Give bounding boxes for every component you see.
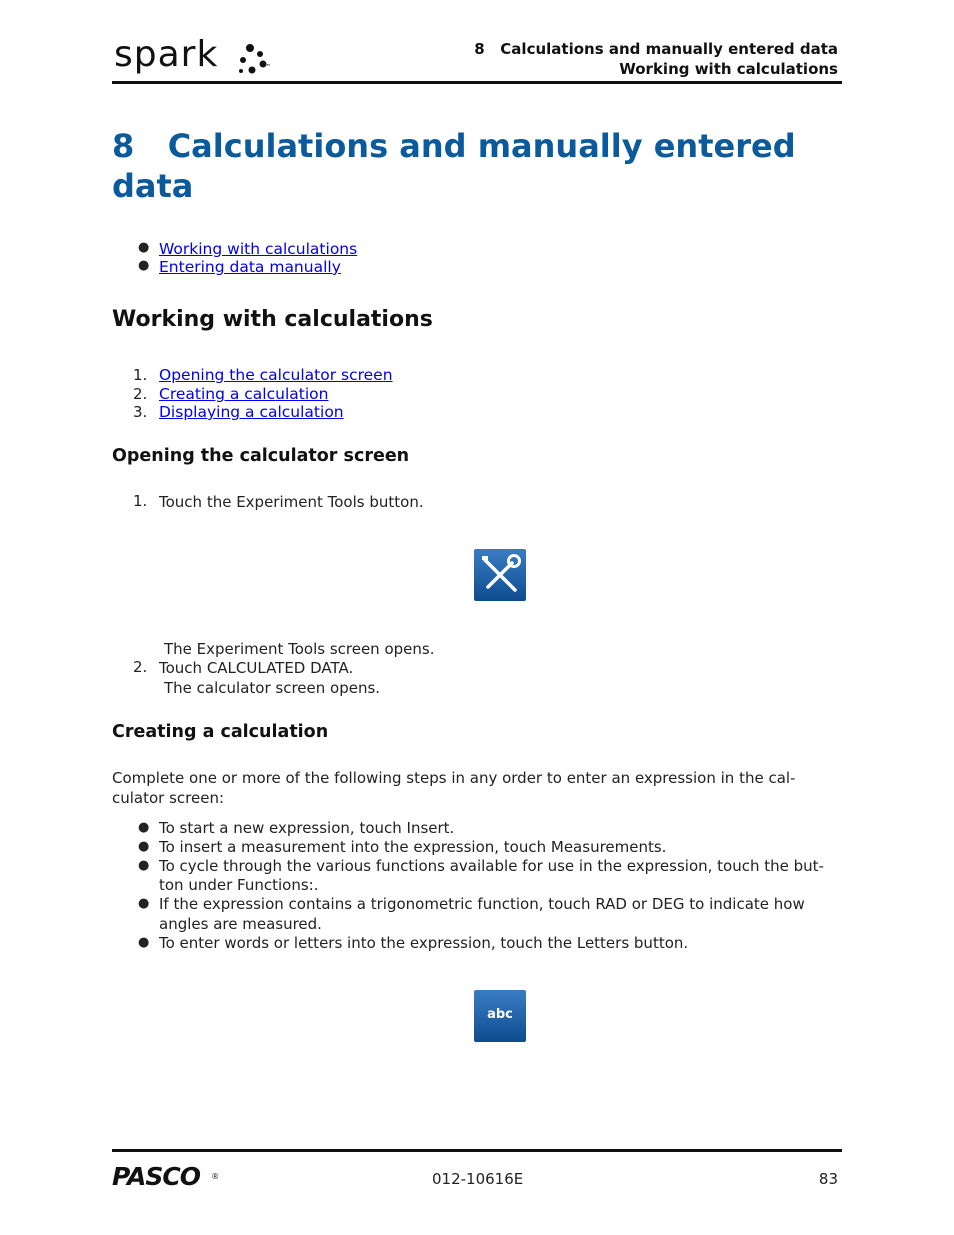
- list-number: 1.: [133, 366, 148, 384]
- list-number: 3.: [133, 403, 148, 421]
- bullet-trig-line-1: If the expression contains a trigonometric function, touch RAD or DEG to indicate how: [159, 895, 805, 913]
- pasco-logo: [112, 1162, 219, 1190]
- bullet-dot: ●: [138, 820, 150, 835]
- logo-dots-icon: [238, 42, 278, 76]
- letters-button-label: abc: [487, 1007, 513, 1022]
- logo-tm: ™: [264, 63, 271, 71]
- bullet-dot: ●: [138, 935, 150, 950]
- experiment-tools-button[interactable]: [474, 549, 526, 601]
- step-2-text: Touch CALCULATED DATA.: [159, 659, 354, 677]
- toc-link-working-with-calculations[interactable]: Working with calculations: [159, 240, 358, 258]
- logo-text: spark: [114, 34, 219, 75]
- header-rule: [112, 81, 842, 84]
- link-creating-calculation[interactable]: Creating a calculation: [159, 385, 329, 403]
- bullet-letters: To enter words or letters into the expression, touch the Letters button.: [159, 934, 689, 952]
- bullet-dot: ●: [138, 858, 150, 873]
- list-number: 2.: [133, 385, 148, 403]
- step-1-result: The Experiment Tools screen opens.: [164, 640, 435, 658]
- footer-doc-number: 012-10616E: [432, 1170, 524, 1188]
- pasco-logo-text: PASCO: [112, 1162, 200, 1191]
- step-2-result: The calculator screen opens.: [164, 679, 381, 697]
- bullet-dot: ●: [138, 896, 150, 911]
- header-section: Working with calculations: [619, 60, 838, 78]
- step-number: 1.: [133, 492, 148, 510]
- spark-logo: [112, 34, 282, 78]
- page-title: 8 Calculations and manually entered data: [112, 127, 807, 205]
- bullet-functions-line-2: ton under Functions:.: [159, 876, 319, 894]
- footer-rule: [112, 1149, 842, 1152]
- section-heading-working-with-calculations: Working with calculations: [112, 307, 433, 332]
- bullet-dot: ●: [138, 258, 150, 273]
- link-displaying-calculation[interactable]: Displaying a calculation: [159, 403, 344, 421]
- creating-intro-line-2: culator screen:: [112, 789, 225, 807]
- creating-intro-line-1: Complete one or more of the following steps in any order to enter an expression in the cal-: [112, 769, 796, 787]
- bullet-trig-line-2: angles are measured.: [159, 915, 322, 933]
- bullet-measurements: To insert a measurement into the expression, touch Measurements.: [159, 838, 667, 856]
- step-number: 2.: [133, 658, 148, 676]
- toc-link-entering-data-manually[interactable]: Entering data manually: [159, 258, 341, 276]
- bullet-insert: To start a new expression, touch Insert.: [159, 819, 455, 837]
- link-opening-calculator-screen[interactable]: Opening the calculator screen: [159, 366, 393, 384]
- step-1-text: Touch the Experiment Tools button.: [159, 493, 424, 511]
- header-chapter: 8 Calculations and manually entered data: [474, 40, 838, 58]
- tools-icon: [474, 549, 526, 601]
- subsection-heading-opening: Opening the calculator screen: [112, 446, 410, 466]
- bullet-functions-line-1: To cycle through the various functions available for use in the expression, touch the but-: [159, 857, 824, 875]
- bullet-dot: ●: [138, 240, 150, 255]
- subsection-heading-creating: Creating a calculation: [112, 722, 329, 742]
- footer-page-number: 83: [818, 1170, 838, 1188]
- bullet-dot: ●: [138, 839, 150, 854]
- registered-mark: ®: [211, 1171, 220, 1181]
- letters-button[interactable]: [474, 990, 526, 1042]
